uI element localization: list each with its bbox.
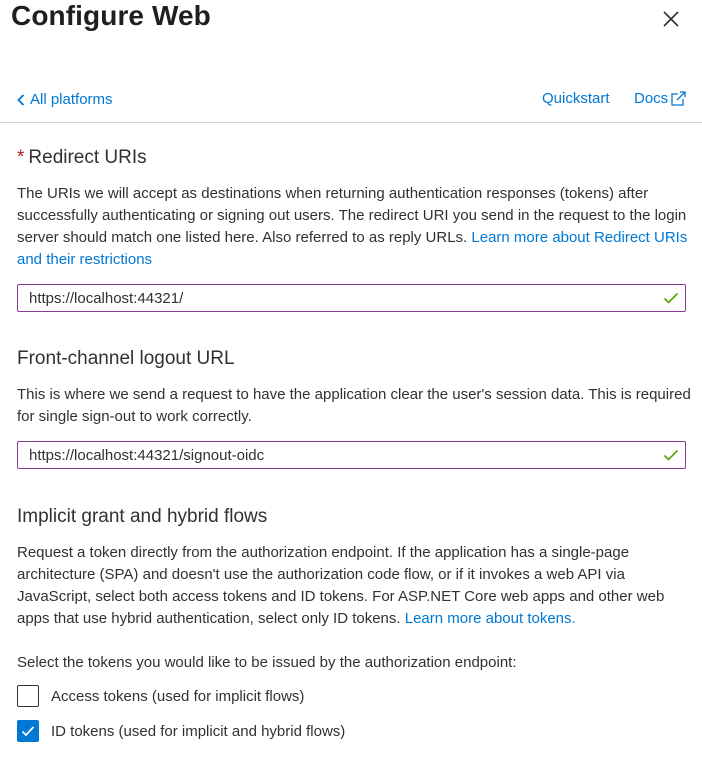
implicit-grant-description bbox=[17, 542, 693, 630]
all-platforms-link[interactable] bbox=[17, 91, 113, 108]
redirect-uris-learn-more-link[interactable]: Learn more about Redirect URIs and their restrictions bbox=[17, 229, 688, 268]
redirect-uri-field[interactable] bbox=[17, 284, 686, 312]
access-tokens-checkbox[interactable] bbox=[17, 685, 39, 707]
chevron-left-icon bbox=[17, 94, 25, 106]
logout-url-input[interactable] bbox=[18, 442, 649, 468]
tokens-learn-more-link[interactable]: Learn more about tokens. bbox=[404, 610, 576, 627]
nav-row bbox=[0, 86, 702, 114]
access-tokens-label: Access tokens (used for implicit flows) bbox=[51, 687, 305, 705]
docs-label: Docs bbox=[634, 90, 669, 107]
redirect-uris-heading bbox=[17, 147, 147, 169]
docs-link[interactable] bbox=[634, 90, 687, 107]
required-marker: * bbox=[17, 147, 25, 168]
id-tokens-label: ID tokens (used for implicit and hybrid flows) bbox=[51, 722, 346, 740]
all-platforms-label: All platforms bbox=[30, 91, 113, 108]
redirect-uris-title: Redirect URIs bbox=[28, 147, 147, 168]
header-divider bbox=[0, 122, 702, 123]
logout-url-title: Front-channel logout URL bbox=[17, 348, 235, 369]
implicit-grant-title: Implicit grant and hybrid flows bbox=[17, 506, 268, 527]
panel-title: Configure Web bbox=[11, 0, 211, 31]
valid-check-icon bbox=[663, 291, 679, 305]
implicit-grant-text: Request a token directly from the authorization endpoint. If the application has a single-page architecture (SPA) and doesn't use the authorization code flow, or if it invokes a web API via JavaScript, select both access tokens and ID tokens. For ASP.NET Core web apps and other web apps that use hybrid authentication, select only ID tokens. bbox=[17, 544, 665, 627]
redirect-uri-input[interactable] bbox=[18, 285, 649, 311]
valid-check-icon bbox=[663, 448, 679, 462]
close-icon[interactable] bbox=[660, 8, 682, 30]
external-link-icon bbox=[670, 91, 687, 107]
tokens-select-prompt: Select the tokens you would like to be issued by the authorization endpoint: bbox=[17, 654, 517, 671]
logout-url-field[interactable] bbox=[17, 441, 686, 469]
quickstart-link[interactable]: Quickstart bbox=[542, 90, 610, 107]
logout-url-description: This is where we send a request to have the application clear the user's session data. This is required for single sign-out to work correctly. bbox=[17, 386, 691, 425]
redirect-uris-text: The URIs we will accept as destinations when returning authentication responses (tokens) after successfully authenticating or signing out users. The redirect URI you send in the request to the login server should match one listed here. Also referred to as reply URLs. bbox=[17, 185, 687, 246]
id-tokens-option[interactable] bbox=[17, 720, 345, 742]
access-tokens-option[interactable] bbox=[17, 685, 304, 707]
redirect-uris-description bbox=[17, 183, 693, 271]
checkmark-icon bbox=[21, 725, 35, 737]
id-tokens-checkbox[interactable] bbox=[17, 720, 39, 742]
